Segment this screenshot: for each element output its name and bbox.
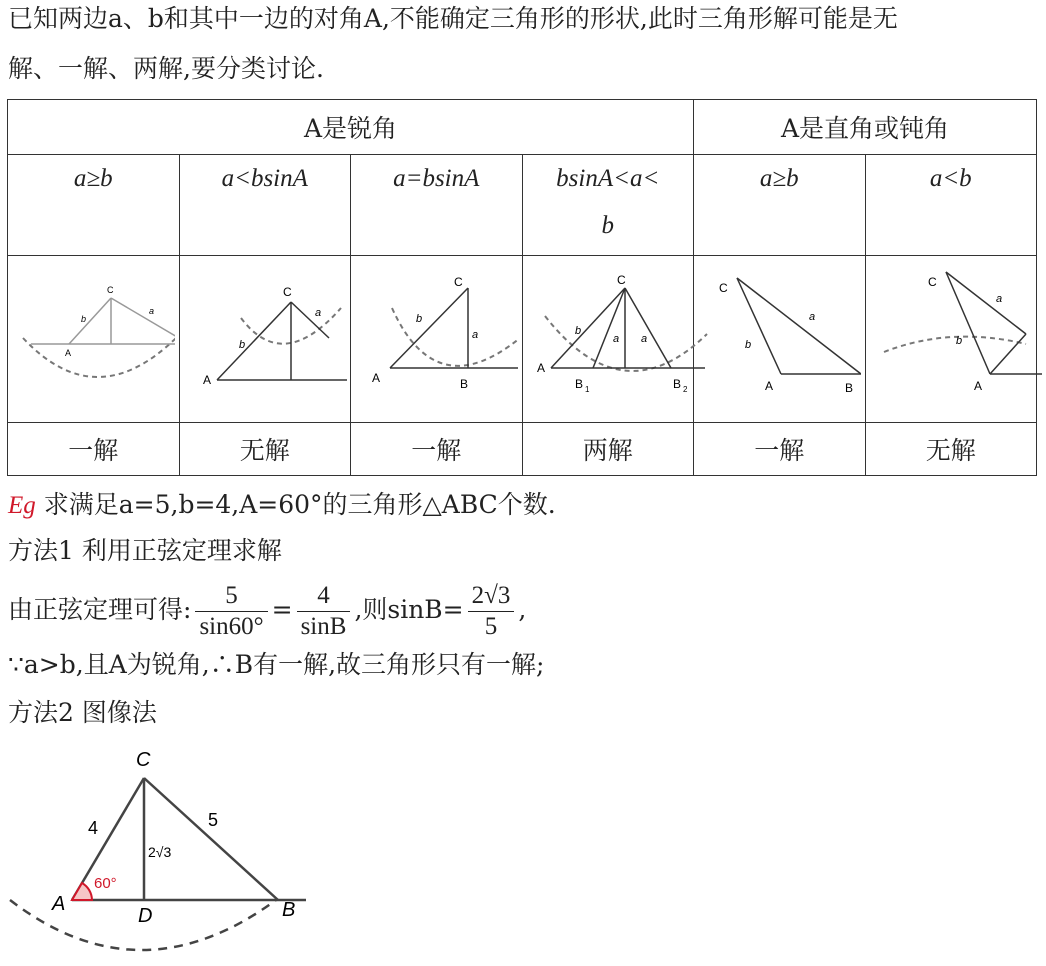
figure-case-4 — [522, 256, 694, 423]
equals-sign: = — [271, 595, 293, 624]
figure-case-5 — [694, 256, 866, 423]
formula-then: ,则sinB= — [354, 595, 464, 624]
label-B: B — [282, 899, 296, 921]
figure-case-6 — [865, 256, 1037, 423]
condition-4: bsinA<a< b — [522, 155, 694, 256]
fraction-3: $\frac{2√3}{5}$ — [468, 581, 515, 642]
triangle-diagram — [183, 256, 347, 416]
label-B1-sub: 1 — [584, 385, 589, 394]
label-A: A — [765, 379, 774, 393]
figure-case-3 — [351, 256, 523, 423]
triangle-diagram — [697, 256, 861, 416]
label-a: a — [472, 329, 479, 341]
label-side-a: 5 — [208, 810, 219, 830]
condition-3: a=bsinA — [351, 155, 523, 256]
label-C: C — [282, 285, 292, 299]
condition-5: a≥b — [694, 155, 866, 256]
label-a: a — [809, 311, 816, 323]
triangle-diagram — [866, 256, 1042, 416]
result-4: 两解 — [522, 423, 694, 476]
label-D: D — [138, 905, 153, 927]
cases-table — [7, 99, 1037, 476]
condition-6: a<b — [865, 155, 1037, 256]
fraction-2: $\frac{4}{\sin B}$ — [297, 581, 351, 642]
label-b: b — [574, 325, 581, 337]
label-b: b — [745, 339, 752, 351]
method1-formula — [8, 580, 526, 642]
label-angle: 60° — [94, 875, 117, 892]
label-C: C — [719, 281, 728, 295]
figure-case-2 — [179, 256, 351, 423]
result-6: 无解 — [865, 423, 1037, 476]
label-A: A — [536, 361, 545, 375]
fraction-1: $\frac{5}{\sin 60^\circ}$ — [195, 581, 267, 642]
label-B: B — [845, 381, 854, 395]
triangle-diagram — [354, 256, 518, 416]
example-text: 求满足a=5,b=4,A=60°的三角形△ABC个数. — [43, 490, 556, 519]
label-C: C — [454, 275, 463, 289]
label-B2-sub: 2 — [682, 385, 687, 394]
intro-line-2: 解、一解、两解,要分类讨论. — [8, 54, 324, 83]
example-tag: Eg — [8, 492, 36, 519]
label-B1: B — [574, 377, 583, 391]
label-A: A — [372, 371, 381, 385]
formula-lead: 由正弦定理可得: — [8, 595, 192, 624]
label-C: C — [927, 275, 937, 289]
condition-2: a<bsinA — [179, 155, 351, 256]
formula-end: , — [518, 595, 527, 624]
label-a: a — [149, 306, 155, 316]
label-A: A — [973, 379, 982, 393]
condition-1: a≥b — [8, 155, 180, 256]
label-b: b — [955, 335, 962, 347]
label-A: A — [65, 348, 72, 358]
label-A: A — [202, 373, 211, 387]
result-1: 一解 — [8, 423, 180, 476]
triangle-diagram — [523, 256, 709, 416]
intro-line-1: 已知两边a、b和其中一边的对角A,不能确定三角形的形状,此时三角形解可能是无 — [8, 4, 898, 33]
label-A: A — [52, 893, 66, 915]
label-a: a — [314, 307, 321, 319]
label-a-1: a — [612, 333, 619, 345]
triangle-diagram — [11, 256, 175, 416]
label-a-2: a — [640, 333, 647, 345]
method1-title: 方法1 利用正弦定理求解 — [8, 536, 282, 565]
label-b: b — [238, 339, 245, 351]
label-b: b — [416, 313, 423, 325]
label-side-b: 4 — [88, 818, 99, 838]
header-acute: A是锐角 — [8, 100, 694, 155]
result-2: 无解 — [179, 423, 351, 476]
example-line — [8, 488, 556, 523]
result-5: 一解 — [694, 423, 866, 476]
method1-reason: ∵a>b,且A为锐角,∴B有一解,故三角形只有一解; — [8, 650, 545, 679]
label-a: a — [995, 293, 1002, 305]
label-B: B — [460, 377, 469, 391]
figure-case-1 — [8, 256, 180, 423]
label-C: C — [107, 285, 114, 295]
header-obtuse: A是直角或钝角 — [694, 100, 1037, 155]
label-height: 2√3 — [148, 844, 172, 860]
label-B2: B — [672, 377, 681, 391]
result-3: 一解 — [351, 423, 523, 476]
method2-title: 方法2 图像法 — [8, 698, 157, 727]
example-triangle-diagram — [0, 740, 330, 964]
label-C: C — [616, 273, 626, 287]
label-C: C — [136, 749, 151, 771]
label-b: b — [81, 314, 87, 324]
